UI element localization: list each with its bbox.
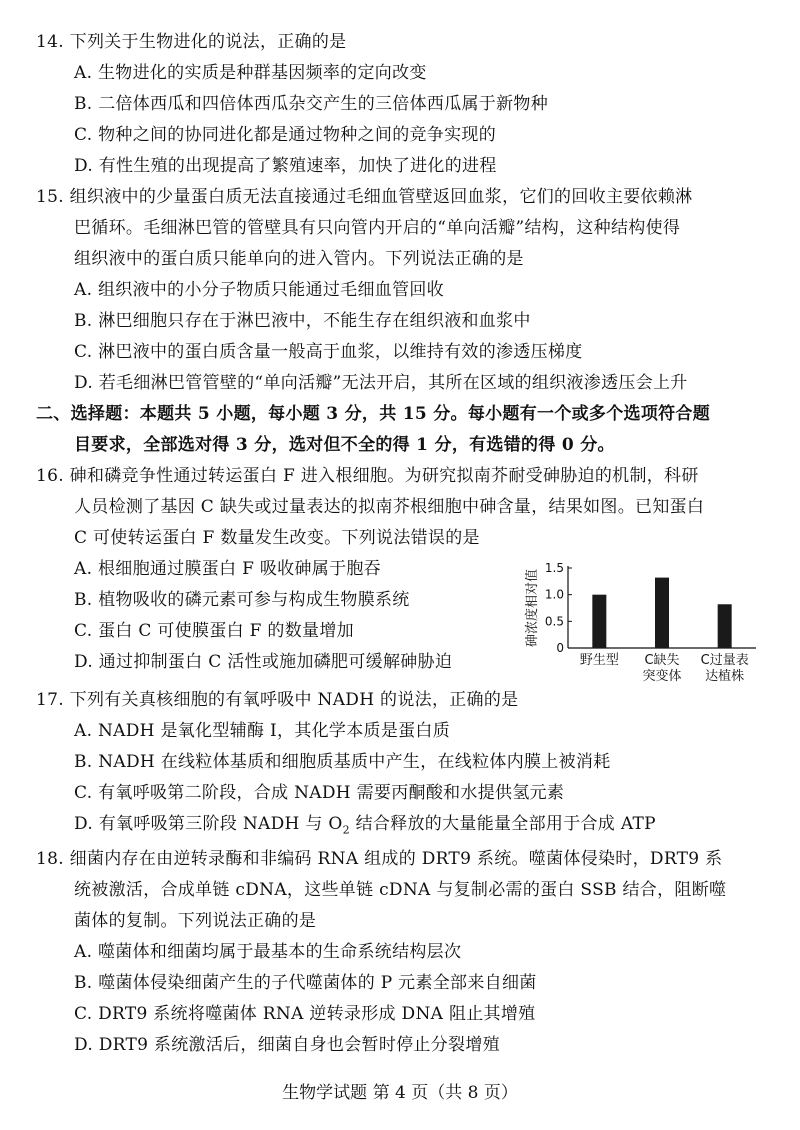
q14-option-c: C. 物种之间的协同进化都是通过物种之间的竞争实现的 [74,125,497,145]
q16-stem-line2: 人员检测了基因 C 缺失或过量表达的拟南芥根细胞中砷含量，结果如图。已知蛋白 [74,497,705,517]
chart-y-tick-label: 0.5 [544,614,564,629]
q18-stem-line3: 菌体的复制。下列说法正确的是 [74,911,317,931]
q17-option-a: A. NADH 是氧化型辅酶 I，其化学本质是蛋白质 [74,721,451,741]
q15-stem-line2: 巴循环。毛细淋巴管的管壁具有只向管内开启的“单向活瓣”结构，这种结构使得 [74,218,681,238]
page-footer: 生物学试题 第 4 页（共 8 页） [282,1083,518,1103]
section2-heading-line1: 二、选择题：本题共 5 小题，每小题 3 分，共 15 分。每小题有一个或多个选项符合题 [36,404,711,424]
q17-option-d-subscript: 2 [342,823,350,837]
q14-option-d: D. 有性生殖的出现提高了繁殖速率，加快了进化的进程 [74,156,497,176]
q18-option-a: A. 噬菌体和细菌均属于最基本的生命系统结构层次 [74,942,462,962]
chart-y-tick-label: 1.0 [544,587,564,602]
chart-category-label: C缺失 [644,653,680,668]
q18-stem-line1: 18. 细菌内存在由逆转录酶和非编码 RNA 组成的 DRT9 系统。噬菌体侵染时，DRT9 系 [36,849,723,869]
chart-category-label: C过量表 [700,653,749,668]
chart-y-tick-label: 1.5 [544,562,564,575]
q15-option-a: A. 组织液中的小分子物质只能通过毛细血管回收 [74,280,444,300]
q15-stem-line3: 组织液中的蛋白质只能单向的进入管内。下列说法正确的是 [74,249,524,269]
q14-stem: 14. 下列关于生物进化的说法，正确的是 [36,32,347,52]
q15-stem-line1: 15. 组织液中的少量蛋白质无法直接通过毛细血管壁返回血浆，它们的回收主要依赖淋 [36,187,693,207]
q16-option-a: A. 根细胞通过膜蛋白 F 吸收砷属于胞吞 [74,559,381,579]
q16-option-b: B. 植物吸收的磷元素可参与构成生物膜系统 [74,590,410,610]
q16-stem-line1: 16. 砷和磷竞争性通过转运蛋白 F 进入根细胞。为研究拟南芥耐受砷胁迫的机制，科研 [36,466,699,486]
q18-option-d: D. DRT9 系统激活后，细菌自身也会暂时停止分裂增殖 [74,1035,500,1055]
q15-option-d: D. 若毛细淋巴管管壁的“单向活瓣”无法开启，其所在区域的组织液渗透压会上升 [74,373,688,393]
q18-option-b: B. 噬菌体侵染细菌产生的子代噬菌体的 P 元素全部来自细菌 [74,973,537,993]
chart-category-label: 野生型 [579,653,619,668]
q16-stem-line3: C 可使转运蛋白 F 数量发生改变。下列说法错误的是 [74,528,480,548]
q16-option-c: C. 蛋白 C 可使膜蛋白 F 的数量增加 [74,621,354,641]
q18-option-c: C. DRT9 系统将噬菌体 RNA 逆转录形成 DNA 阻止其增殖 [74,1004,536,1024]
section2-heading-line2: 目要求，全部选对得 3 分，选对但不全的得 1 分，有选错的得 0 分。 [74,435,615,455]
q14-option-b: B. 二倍体西瓜和四倍体西瓜杂交产生的三倍体西瓜属于新物种 [74,94,548,114]
q17-stem: 17. 下列有关真核细胞的有氧呼吸中 NADH 的说法，正确的是 [36,690,519,710]
q17-option-d-part2: 结合释放的大量能量全部用于合成 ATP [349,814,656,834]
q15-option-b: B. 淋巴细胞只存在于淋巴液中，不能生存在组织液和血浆中 [74,311,531,331]
q17-option-d [74,812,656,842]
q17-option-d-part1: D. 有氧呼吸第三阶段 NADH 与 O [74,814,343,834]
q17-option-b: B. NADH 在线粒体基质和细胞质基质中产生，在线粒体内膜上被消耗 [74,752,611,772]
chart-bar [592,595,606,648]
chart-bar [718,604,732,648]
chart-y-tick-label: 0 [556,641,564,655]
q14-option-a: A. 生物进化的实质是种群基因频率的定向改变 [74,63,427,83]
chart-y-axis-label: 砷浓度相对值 [525,568,540,648]
q18-stem-line2: 统被激活，合成单链 cDNA，这些单链 cDNA 与复制必需的蛋白 SSB 结合，阻断噬 [74,880,727,900]
chart-bar [655,578,669,648]
q15-option-c: C. 淋巴液中的蛋白质含量一般高于血浆，以维持有效的渗透压梯度 [74,342,583,362]
chart-category-label: 突变体 [642,669,682,684]
q17-option-c: C. 有氧呼吸第二阶段，合成 NADH 需要丙酮酸和水提供氢元素 [74,783,565,803]
arsenic-bar-chart [520,562,760,692]
chart-category-label: 达植株 [705,669,745,684]
q16-option-d: D. 通过抑制蛋白 C 活性或施加磷肥可缓解砷胁迫 [74,652,453,672]
